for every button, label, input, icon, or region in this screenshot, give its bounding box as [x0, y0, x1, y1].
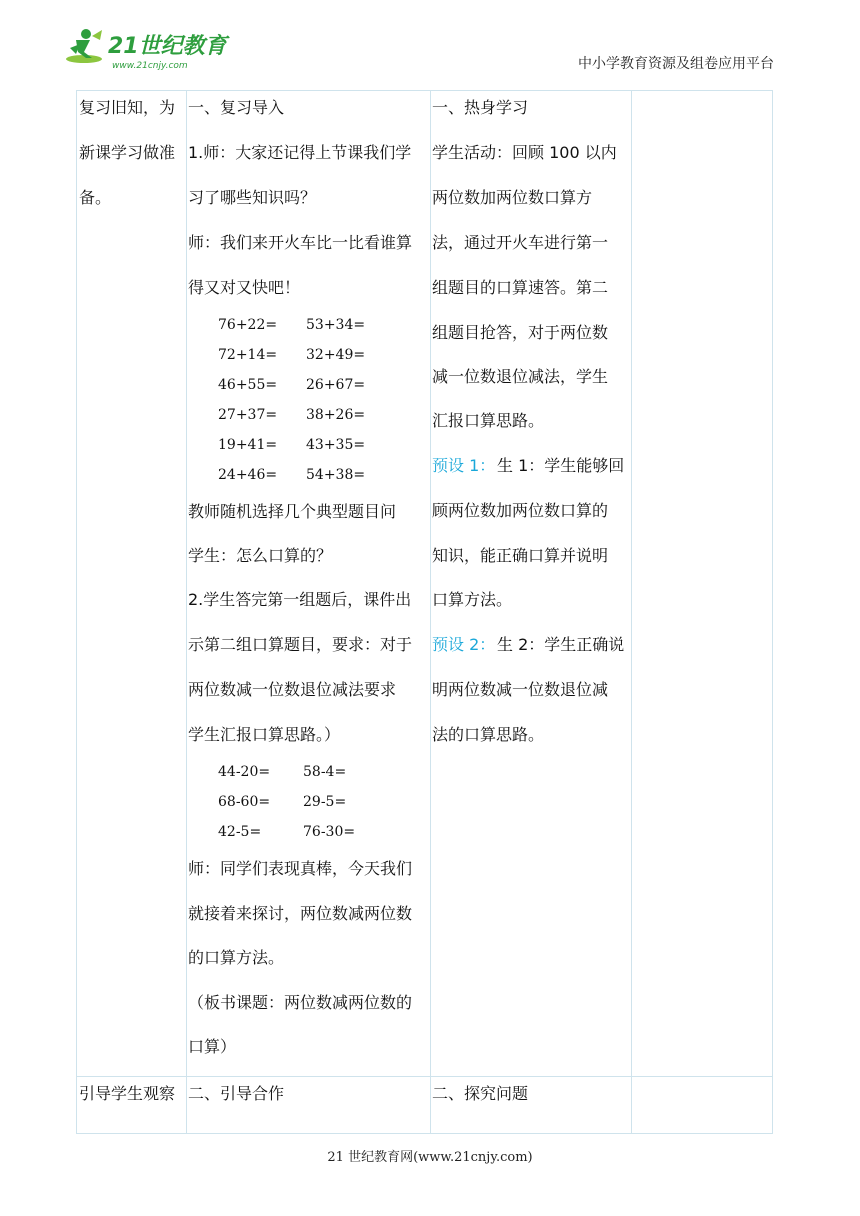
table-border-left: [76, 90, 77, 1134]
student-text: 生 2：学生正确说: [497, 635, 625, 654]
math-problem: 53+34=: [306, 317, 366, 333]
math-problem: 27+37=: [218, 407, 278, 423]
math-problem: 24+46=: [218, 467, 278, 483]
teacher-text: 2.学生答完第一组题后，课件出: [188, 590, 412, 609]
math-problem: 54+38=: [306, 467, 366, 483]
math-problem: 29-5=: [303, 794, 347, 810]
student-text: 口算方法。: [432, 590, 513, 609]
teacher-text: 教师随机选择几个典型题目问: [188, 502, 397, 521]
student-text: 减一位数退位减法，学生: [432, 367, 609, 386]
teacher-text: 习了哪些知识吗？: [188, 188, 317, 207]
math-problem: 19+41=: [218, 437, 278, 453]
section-title: 一、热身学习: [432, 98, 529, 117]
table-border-bottom: [76, 1133, 773, 1134]
math-problem: 38+26=: [306, 407, 366, 423]
math-problem: 46+55=: [218, 377, 278, 393]
teacher-text: 口算）: [188, 1037, 237, 1056]
preset-label: 预设 1：: [432, 456, 496, 475]
table-border-right: [772, 90, 773, 1134]
teacher-text: 两位数减一位数退位减法要求: [188, 680, 397, 699]
teacher-text: （板书课题：两位数减两位数的: [188, 993, 413, 1012]
teacher-text: 1.师：大家还记得上节课我们学: [188, 143, 412, 162]
student-text: 法，通过开火车进行第一: [432, 233, 609, 252]
math-problem: 72+14=: [218, 347, 278, 363]
math-problem: 26+67=: [306, 377, 366, 393]
student-text: 知识，能正确口算并说明: [432, 546, 609, 565]
teacher-text: 的口算方法。: [188, 948, 285, 967]
lesson-table: [76, 90, 773, 1134]
section-title: 一、复习导入: [188, 98, 285, 117]
teacher-text: 就接着来探讨，两位数减两位数: [188, 904, 413, 923]
student-text: 汇报口算思路。: [432, 411, 545, 430]
teacher-text: 师：同学们表现真棒，今天我们: [188, 859, 413, 878]
math-problem: 43+35=: [306, 437, 366, 453]
student-text: 组题目抢答，对于两位数: [432, 323, 609, 342]
math-problem: 32+49=: [306, 347, 366, 363]
page-header: [0, 0, 860, 90]
goal-line: 复习旧知，为: [79, 98, 176, 117]
student-text: 顾两位数加两位数口算的: [432, 501, 609, 520]
row-divider: [76, 1076, 773, 1077]
platform-name: 中小学教育资源及组卷应用平台: [578, 56, 774, 72]
teacher-text: 示第二组口算题目，要求：对于: [188, 635, 413, 654]
goal-line: 引导学生观察: [79, 1084, 176, 1103]
math-problem: 76-30=: [303, 824, 356, 840]
math-problem: 42-5=: [218, 824, 262, 840]
logo-graphic: [62, 26, 232, 74]
column-divider: [430, 90, 431, 1134]
teacher-text: 得又对又快吧！: [188, 278, 301, 297]
section-title: 二、引导合作: [188, 1084, 285, 1103]
column-divider: [631, 90, 632, 1134]
math-problem: 44-20=: [218, 764, 271, 780]
math-problem: 76+22=: [218, 317, 278, 333]
math-problem: 68-60=: [218, 794, 271, 810]
goal-line: 新课学习做准: [79, 143, 176, 162]
student-text: 两位数加两位数口算方: [432, 188, 593, 207]
student-text: 组题目的口算速答。第二: [432, 278, 609, 297]
teacher-text: 学生：怎么口算的？: [188, 546, 333, 565]
logo-url: www.21cnjy.com: [112, 61, 188, 71]
page-footer: 21 世纪教育网(www.21cnjy.com): [327, 1150, 533, 1165]
math-problem: 58-4=: [303, 764, 347, 780]
logo-text: 21世纪教育: [108, 34, 227, 59]
student-text: 生 1：学生能够回: [497, 456, 625, 475]
teacher-text: 师：我们来开火车比一比看谁算: [188, 233, 413, 252]
column-divider: [186, 90, 187, 1134]
teacher-text: 学生汇报口算思路。）: [188, 725, 341, 744]
section-title: 二、探究问题: [432, 1084, 529, 1103]
goal-line: 备。: [79, 188, 112, 207]
student-text: 学生活动：回顾 100 以内: [432, 143, 617, 162]
preset-label: 预设 2：: [432, 635, 496, 654]
logo: [62, 26, 232, 74]
student-text: 法的口算思路。: [432, 725, 545, 744]
student-text: 明两位数减一位数退位减: [432, 680, 609, 699]
